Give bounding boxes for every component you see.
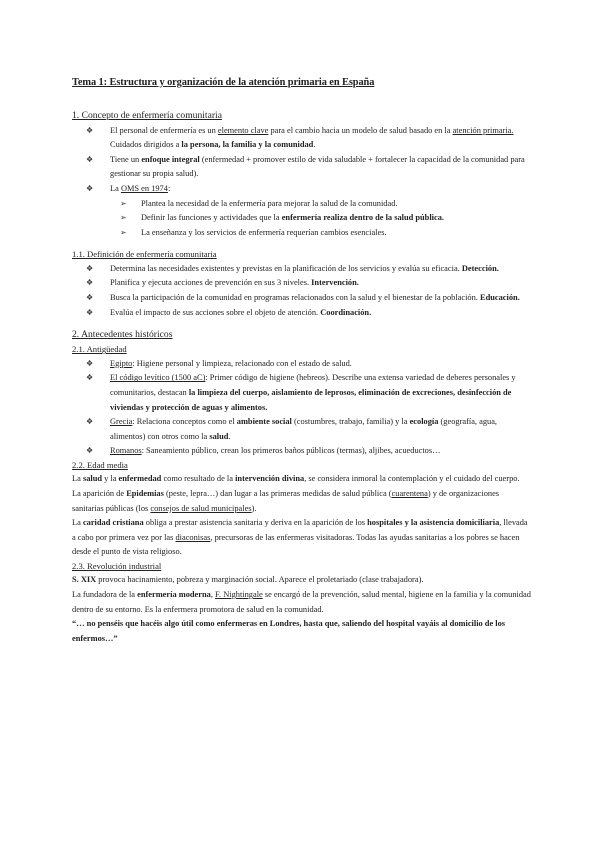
- list-item: ❖ Grecia: Relaciona conceptos como el ambiente social (costumbres, trabajo, familia) y la ecología (geografía, agua, alimentos) con otros como la salud.: [86, 417, 498, 441]
- diamond-bullet-icon: ❖: [86, 263, 94, 273]
- diamond-bullet-icon: ❖: [86, 358, 94, 368]
- diamond-bullet-icon: ❖: [86, 183, 94, 193]
- list-item: ❖ La OMS en 1974:: [72, 182, 532, 197]
- document-title: Tema 1: Estructura y organización de la atención primaria en España: [72, 77, 375, 88]
- subsection-heading-2-1: 2.1. Antigüedad: [72, 344, 127, 355]
- section-1-list: [72, 124, 532, 241]
- list-item: ❖ Busca la participación de la comunidad en programas relacionados con la salud y el bienestar de la población. Educación.: [72, 291, 532, 306]
- subsection-heading-2-2: 2.2. Edad media: [72, 459, 128, 470]
- list-item: ❖ El código levítico (1500 aC): Primer código de higiene (hebreos). Describe una extensa variedad de deberes personales y comunitarios, destacan la limpieza del cuerpo, aislamiento de leprosos, eliminación de excreciones, desinfección de viviendas y protección de aguas y alimentos.: [86, 373, 516, 412]
- list-item: ❖ Planifica y ejecuta acciones de prevención en sus 3 niveles. Intervención.: [72, 276, 532, 291]
- arrow-bullet-icon: ➢: [120, 198, 127, 208]
- list-item: ❖ El personal de enfermería es un elemento clave para el cambio hacia un modelo de salud basado en la atención primaria. Cuidados dirigidos a la persona, la familia y la comunidad.: [86, 125, 514, 150]
- list-item: ❖ Determina las necesidades existentes y previstas en la planificación de los servicios y evalúa su eficacia. Detección.: [72, 262, 532, 277]
- list-item: ❖ Tiene un enfoque integral (enfermedad + promover estilo de vida saludable + fortalecer la capacidad de la comunidad para gestionar su propia salud).: [86, 154, 525, 179]
- paragraph: La caridad cristiana obliga a prestar asistencia sanitaria y deriva en la aparición de los hospitales y la asistencia domiciliaria, llevada a cabo por primera vez por las diaconisas, precursoras de las enfermeras visitadoras. Todas las ayudas sanitarias a los pobres se hacen desde el punto de vista religioso.: [72, 518, 528, 557]
- arrow-bullet-icon: ➢: [120, 213, 127, 223]
- paragraph: La salud y la enfermedad como resultado de la intervención divina, se considera inmoral la contemplación y el cuidado del cuerpo.: [72, 474, 520, 484]
- list-item: ➢ Plantea la necesidad de la enfermería para mejorar la salud de la comunidad.: [72, 197, 532, 212]
- diamond-bullet-icon: ❖: [86, 373, 94, 383]
- diamond-bullet-icon: ❖: [86, 278, 94, 288]
- paragraph: La aparición de Epidemias (peste, lepra…) dan lugar a las primeras medidas de salud pública (cuarentena) y de organizaciones sanitarias públicas (los consejos de salud municipales).: [72, 488, 500, 513]
- paragraph: La fundadora de la enfermería moderna, F. Nightingale se encargó de la prevención, salud mental, higiene en la familia y la comunidad dentro de su entorno. Es la enfermera promotora de salud en la comunidad.: [72, 590, 531, 614]
- section-heading-1-1: 1.1. Definición de enfermería comunitaria: [72, 249, 217, 260]
- diamond-bullet-icon: ❖: [86, 293, 94, 303]
- list-item: ❖ Romanos: Saneamiento público, crean los primeros baños públicos (termas), aljibes, acueductos…: [72, 444, 532, 459]
- document-page: [72, 60, 532, 646]
- arrow-bullet-icon: ➢: [120, 227, 127, 237]
- section-heading-2: 2. Antecedentes históricos: [72, 329, 173, 341]
- quote: “… no penséis que hacéis algo útil como enfermeras en Londres, hasta que, saliendo del hospital vayáis al domicilio de los enfermos…”: [72, 619, 506, 643]
- list-item: ❖ Evalúa el impacto de sus acciones sobre el objeto de atención. Coordinación.: [72, 306, 532, 321]
- diamond-bullet-icon: ❖: [86, 417, 94, 427]
- list-item: ❖ Egipto: Higiene personal y limpieza, relacionado con el estado de salud.: [72, 357, 532, 372]
- diamond-bullet-icon: ❖: [86, 125, 94, 135]
- paragraph: S. XIX provoca hacinamiento, pobreza y marginación social. Aparece el proletariado (clase trabajadora).: [72, 575, 424, 585]
- list-item: ➢ Definir las funciones y actividades que la enfermería realiza dentro de la salud pública.: [72, 211, 532, 226]
- section-2-1-list: [72, 357, 532, 459]
- diamond-bullet-icon: ❖: [86, 154, 94, 164]
- section-heading-1: 1. Concepto de enfermería comunitaria: [72, 109, 222, 121]
- section-1-1-list: [72, 262, 532, 320]
- diamond-bullet-icon: ❖: [86, 446, 94, 456]
- list-item: ➢ La enseñanza y los servicios de enfermería requerían cambios esenciales.: [72, 226, 532, 241]
- subsection-heading-2-3: 2.3. Revolución industrial: [72, 560, 162, 571]
- diamond-bullet-icon: ❖: [86, 307, 94, 317]
